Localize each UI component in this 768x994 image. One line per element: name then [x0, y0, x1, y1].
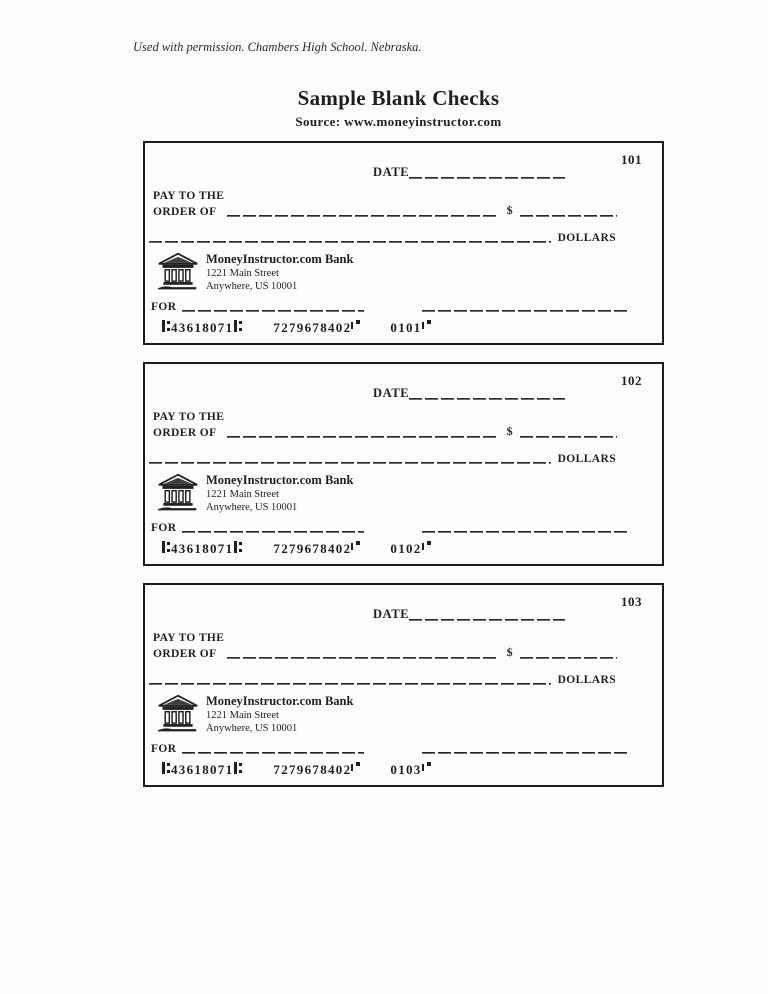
- bank-city: Anywhere, US 10001: [206, 502, 298, 513]
- amount-words-line: [149, 231, 551, 244]
- micr-transit-icon: [161, 320, 171, 333]
- bank-name: MoneyInstructor.com Bank: [206, 694, 354, 708]
- bank-address-block: [206, 251, 353, 293]
- memo-line: [182, 742, 364, 755]
- memo-row: [151, 521, 628, 534]
- micr-line: [161, 762, 431, 778]
- check-number: 101: [621, 152, 642, 167]
- micr-line: [161, 320, 431, 336]
- bank-city: Anywhere, US 10001: [206, 281, 298, 292]
- bank-name: MoneyInstructor.com Bank: [206, 473, 354, 487]
- amount-line: [520, 426, 617, 439]
- date-row: [373, 607, 565, 622]
- memo-row: [151, 742, 628, 755]
- micr-transit-icon: [233, 320, 243, 333]
- payee-section: [153, 189, 617, 218]
- pay-to-the-label: PAY TO THE: [153, 632, 225, 644]
- pay-to-the-label: PAY TO THE: [153, 190, 225, 202]
- bank-address-block: [206, 472, 353, 514]
- pay-to-the-label: PAY TO THE: [153, 411, 225, 423]
- check-number: 103: [621, 594, 642, 609]
- date-line: [409, 609, 565, 622]
- bank-block: [157, 472, 353, 514]
- order-of-label: ORDER OF: [153, 427, 217, 439]
- dollar-sign-label: $: [506, 424, 513, 438]
- date-label: DATE: [373, 607, 410, 621]
- micr-routing-number: 43618071: [171, 762, 234, 777]
- micr-transit-icon: [161, 541, 171, 554]
- micr-routing-number: 43618071: [171, 541, 234, 556]
- dollar-sign-label: $: [506, 645, 513, 659]
- micr-onus-icon: [422, 320, 431, 333]
- for-label: FOR: [151, 301, 177, 313]
- amount-words-row: [149, 673, 616, 686]
- date-line: [409, 167, 565, 180]
- micr-onus-icon: [351, 320, 360, 333]
- signature-line: [422, 742, 628, 755]
- micr-transit-icon: [233, 762, 243, 775]
- bank-building-icon: [157, 693, 199, 735]
- amount-words-line: [149, 673, 551, 686]
- date-label: DATE: [373, 165, 410, 179]
- micr-onus-icon: [351, 762, 360, 775]
- micr-onus-icon: [422, 762, 431, 775]
- dollars-label: DOLLARS: [557, 232, 616, 244]
- date-label: DATE: [373, 386, 410, 400]
- for-label: FOR: [151, 743, 177, 755]
- dollar-sign-label: $: [506, 203, 513, 217]
- micr-check-number: 0101: [390, 320, 422, 335]
- micr-account-number: 7279678402: [273, 541, 352, 556]
- micr-check-number: 0103: [390, 762, 422, 777]
- bank-building-icon: [157, 251, 199, 293]
- micr-transit-icon: [233, 541, 243, 554]
- micr-account-number: 7279678402: [273, 762, 352, 777]
- micr-line: [161, 541, 431, 557]
- check-103: [143, 583, 664, 787]
- bank-block: [157, 693, 353, 735]
- order-of-row: [153, 203, 617, 218]
- check-number: 102: [621, 373, 642, 388]
- micr-onus-icon: [422, 541, 431, 554]
- amount-words-line: [149, 452, 551, 465]
- amount-line: [520, 647, 617, 660]
- payee-line: [227, 647, 499, 660]
- order-of-row: [153, 424, 617, 439]
- dollars-label: DOLLARS: [557, 674, 616, 686]
- memo-line: [182, 521, 364, 534]
- order-of-row: [153, 645, 617, 660]
- check-101: [143, 141, 664, 345]
- bank-street: 1221 Main Street: [206, 489, 279, 500]
- dollars-label: DOLLARS: [557, 453, 616, 465]
- memo-line: [182, 300, 364, 313]
- for-label: FOR: [151, 522, 177, 534]
- payee-line: [227, 426, 499, 439]
- micr-onus-icon: [351, 541, 360, 554]
- micr-account-number: 7279678402: [273, 320, 352, 335]
- bank-name: MoneyInstructor.com Bank: [206, 252, 354, 266]
- amount-line: [520, 205, 617, 218]
- order-of-label: ORDER OF: [153, 648, 217, 660]
- bank-block: [157, 251, 353, 293]
- bank-street: 1221 Main Street: [206, 710, 279, 721]
- micr-transit-icon: [161, 762, 171, 775]
- date-row: [373, 165, 565, 180]
- bank-building-icon: [157, 472, 199, 514]
- attribution-note: Used with permission. Chambers High School. Nebraska.: [133, 40, 422, 54]
- amount-words-row: [149, 452, 616, 465]
- bank-street: 1221 Main Street: [206, 268, 279, 279]
- micr-check-number: 0102: [390, 541, 422, 556]
- bank-city: Anywhere, US 10001: [206, 723, 298, 734]
- micr-routing-number: 43618071: [171, 320, 234, 335]
- payee-line: [227, 205, 499, 218]
- order-of-label: ORDER OF: [153, 206, 217, 218]
- amount-words-row: [149, 231, 616, 244]
- date-row: [373, 386, 565, 401]
- payee-section: [153, 631, 617, 660]
- signature-line: [422, 300, 628, 313]
- bank-address-block: [206, 693, 353, 735]
- check-102: [143, 362, 664, 566]
- document-page: [133, 0, 664, 787]
- source-line: Source: www.moneyinstructor.com: [295, 114, 502, 129]
- memo-row: [151, 300, 628, 313]
- page-title: Sample Blank Checks: [297, 86, 500, 110]
- date-line: [409, 388, 565, 401]
- signature-line: [422, 521, 628, 534]
- payee-section: [153, 410, 617, 439]
